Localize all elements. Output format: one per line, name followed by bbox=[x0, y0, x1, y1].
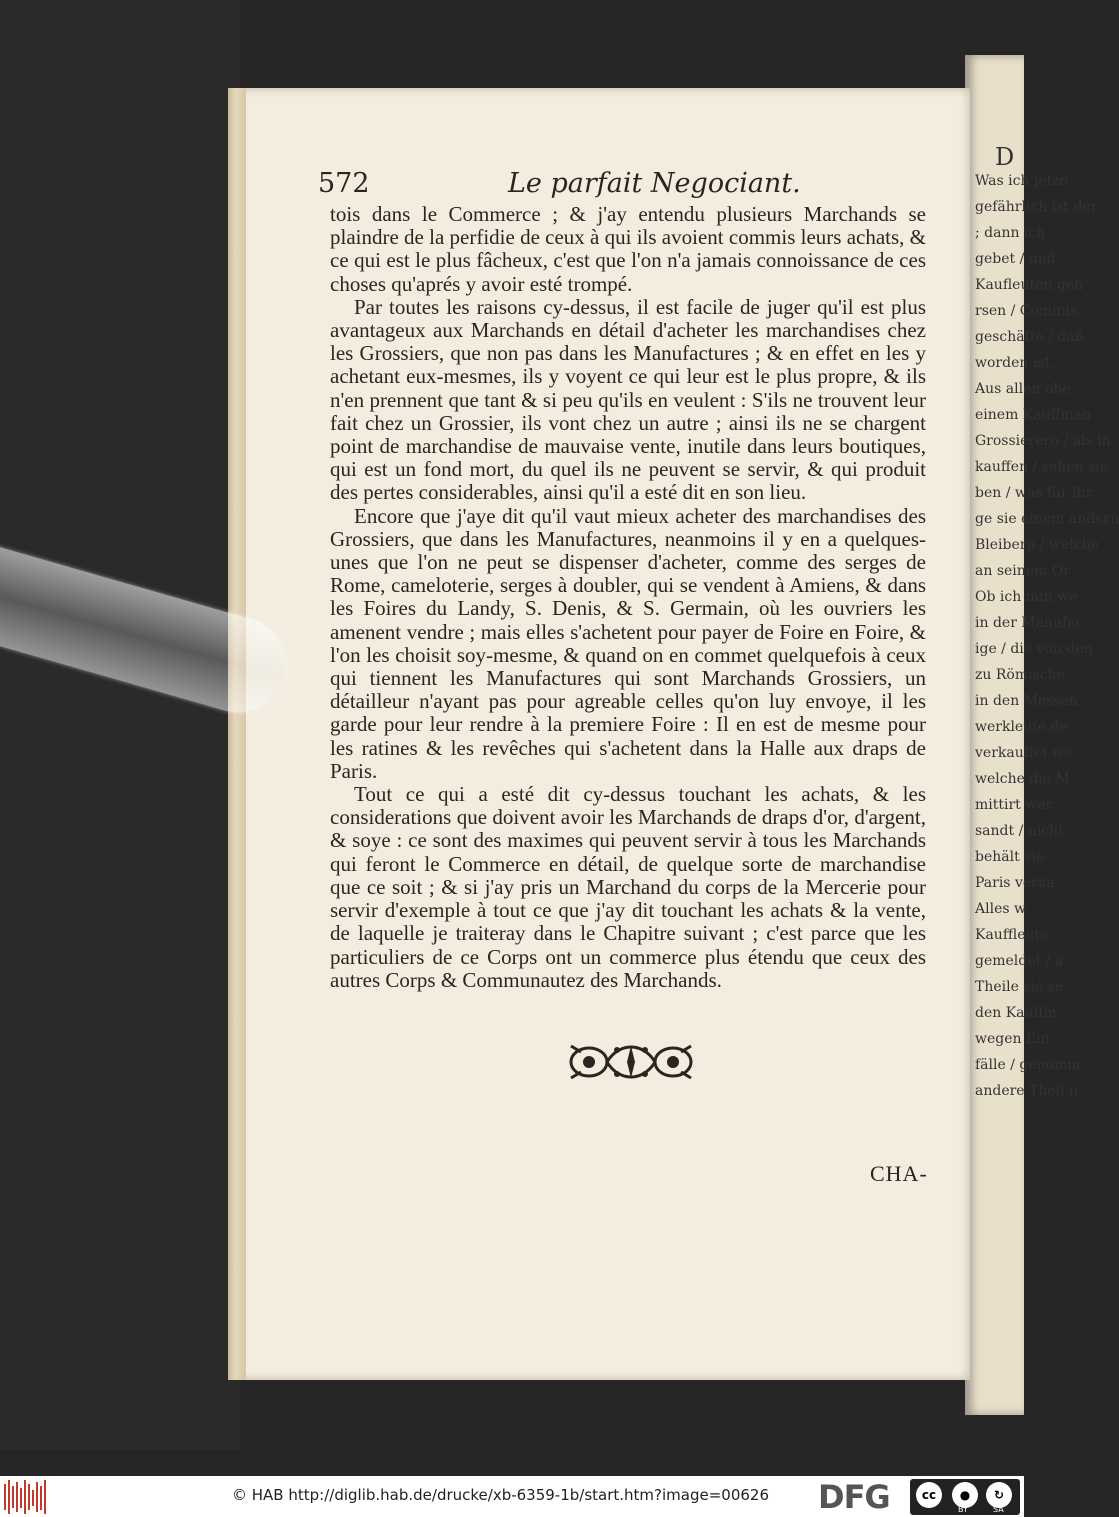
facing-page-line: Kauffleute bbox=[975, 927, 1049, 943]
facing-page-line: worden ist. bbox=[975, 355, 1055, 371]
facing-page-line: den Kauffm bbox=[975, 1005, 1057, 1021]
facing-page-line: gefährlich ist der bbox=[975, 199, 1098, 215]
running-title: Le parfait Negociant. bbox=[508, 168, 801, 199]
facing-page-line: Was ich jetzo bbox=[975, 173, 1068, 189]
facing-page-line: behält sie bbox=[975, 849, 1045, 865]
body-text bbox=[330, 203, 926, 992]
footer-bar bbox=[0, 1476, 1024, 1517]
by-person-icon: ● bbox=[952, 1482, 978, 1508]
facing-page-line: Bleibern / welche bbox=[975, 537, 1099, 553]
facing-page-line: D bbox=[995, 143, 1015, 171]
dfg-logo: DFG bbox=[818, 1478, 890, 1516]
page-number: 572 bbox=[318, 168, 370, 199]
cc-license-badge[interactable] bbox=[910, 1479, 1020, 1515]
facing-page-line: Aus allen obe bbox=[975, 381, 1071, 397]
facing-page-line: verkauffet we bbox=[975, 745, 1073, 761]
paragraph: Tout ce qui a esté dit cy-dessus touchant les achats, & les considerations que doivent avoir les Marchands de draps d'or, d'argent, & soye : ce sont des maximes qui peuvent servir à tous les Marchands qui feront le Commerce en détail, de quelque sorte de marchandise que ce soit ; & si j'ay pris un Marchand du corps de la Mercerie pour servir d'exemple à tout ce que j'ay dit touchant les achats & la vente, de laquelle je traiteray dans le Chapitre suivant ; c'est parce que les particuliers de ce Corps ont un commerce plus étendu que ceux des autres Corps & Communautez des Marchands. bbox=[330, 782, 926, 992]
paragraph: Par toutes les raisons cy-dessus, il est facile de juger qu'il est plus avantageux aux Marchands en détail d'acheter les marchandises chez les Grossiers, que non pas dans les Manufactures ; & en effet en les y achetant eux-mesmes, ils y voyent ce qui leur est le plus propre, & ils n'en prennent que tant & si peu qu'ils en veulent : S'ils ne trouvent leur fait chez un Grossier, ils vont chez un autre ; ainsi ils ne se chargent point de marchandise de mauvaise vente, inutile dans leurs boutiques, qui est un fond mort, du quel ils ne peuvent se servir, & qui produit des pertes considerables, ainsi qu'il a esté dit en son lieu. bbox=[330, 294, 926, 505]
share-alike-icon: ↻ bbox=[986, 1482, 1012, 1508]
facing-page-line: ben / was für ihr bbox=[975, 485, 1093, 501]
facing-page-line: sandt / nicht bbox=[975, 823, 1064, 839]
facing-page-line: andere Theil u bbox=[975, 1083, 1079, 1099]
catchword: CHA- bbox=[870, 1161, 928, 1186]
facing-page-line: ige / die von den bbox=[975, 641, 1093, 657]
facing-page-line: Alles w bbox=[975, 901, 1026, 917]
facing-page-line: in den Messen bbox=[975, 693, 1078, 709]
printers-ornament bbox=[567, 1036, 695, 1088]
facing-page-line: werkleute de bbox=[975, 719, 1068, 735]
facing-page-line: Grossierern / als in bbox=[975, 433, 1111, 449]
facing-page-line: gebet / und bbox=[975, 251, 1056, 267]
page-header bbox=[318, 168, 928, 204]
facing-page-line: wegen Ein bbox=[975, 1031, 1050, 1047]
facing-page-line: mittirt wer bbox=[975, 797, 1053, 813]
facing-page-line: an seinem Or bbox=[975, 563, 1070, 579]
paragraph: tois dans le Commerce ; & j'ay entendu plusieurs Marchands se plaindre de la perfidie de ceux à qui ils avoient commis leurs achats, & ce qui est le plus fâcheux, c'est que l'on n'a jamais connoissance de ces choses qu'aprés y avoir esté trompé. bbox=[330, 202, 926, 296]
facing-page-line: einem Kauffman bbox=[975, 407, 1092, 423]
facing-page-line: Ob ich nun we bbox=[975, 589, 1078, 605]
facing-page-line: Kaufleuten geh bbox=[975, 277, 1084, 293]
cc-icon: cc bbox=[916, 1482, 942, 1508]
facing-page-line: geschäfte / daß bbox=[975, 329, 1085, 345]
facing-page-line: welche die M bbox=[975, 771, 1070, 787]
paragraph: Encore que j'aye dit qu'il vaut mieux acheter des marchandises des Grossiers, que dans les Manufactures, neanmoins il y en a quelques-unes que l'on ne peut se dispenser d'acheter, comme des serges de Rome, cameloterie, serges à doubler, qui se vendent à Amiens, & dans les Foires du Landy, S. Denis, & S. Germain, où les ouvriers les amenent vendre ; mais elles s'achetent pour payer de Foire en Foire, & l'on les choisit soy-mesme, & quand on en commet quelquefois à ceux qui tiennent les Manufactures qui sont Marchands Grossiers, un détailleur n'ayant pas pour agreable celles qu'on luy envoye, il les garde pour leur rendre à la premiere Foire : Il en est de mesme pour les ratines & les revêches qui s'achetent dans la Halle aux draps de Paris. bbox=[330, 503, 926, 783]
scanner-background bbox=[0, 0, 240, 1450]
facing-page-line: in der Manufac bbox=[975, 615, 1084, 631]
facing-page-line: zu Römische bbox=[975, 667, 1065, 683]
cc-sa-label: SA bbox=[993, 1505, 1004, 1514]
facing-page-fragment bbox=[965, 55, 1119, 1415]
footer-credit: © HAB http://diglib.hab.de/drucke/xb-6359-1b/start.htm?image=00626 bbox=[232, 1486, 770, 1504]
facing-page-line: ge sie einem andern bbox=[975, 511, 1119, 527]
facing-page-line: Paris verka bbox=[975, 875, 1055, 891]
facing-page-line: rsen / Commis bbox=[975, 303, 1078, 319]
facing-page-line: gemeldet / a bbox=[975, 953, 1064, 969]
facing-page-line: ; dann ich bbox=[975, 225, 1046, 241]
cc-by-label: BY bbox=[958, 1505, 968, 1514]
barcode-icon bbox=[4, 1480, 48, 1514]
facing-page-line: fälle / genomm bbox=[975, 1057, 1081, 1073]
page-edge bbox=[228, 88, 246, 1380]
facing-page-line: kauffen / sehen sie bbox=[975, 459, 1108, 475]
facing-page-line: Theile sie se bbox=[975, 979, 1064, 995]
